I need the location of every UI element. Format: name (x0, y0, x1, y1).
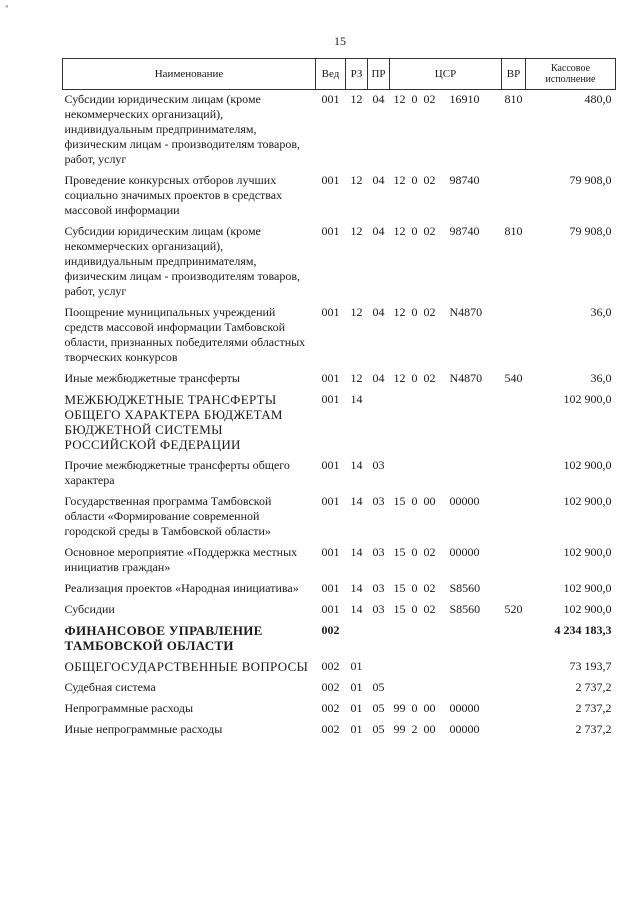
table-header (63, 59, 616, 90)
row-rz: 14 (350, 494, 363, 508)
row-csr (390, 390, 502, 456)
row-rz (346, 621, 368, 657)
row-csr: 15 0 02 S8560 (393, 602, 481, 616)
row-pr: 03 (372, 581, 385, 595)
row-vr: 810 (504, 92, 523, 106)
row-csr: 12 0 02 16910 (393, 92, 480, 106)
row-rz: 01 (350, 659, 363, 673)
row-amount: 102 900,0 (563, 602, 612, 616)
row-vr: 540 (504, 371, 523, 385)
row-ved: 001 (321, 581, 340, 595)
row-rz: 12 (350, 371, 363, 385)
row-amount: 36,0 (590, 305, 612, 319)
header-amount: Кассовое исполнение (526, 59, 616, 90)
edge-mark: " (5, 4, 9, 14)
row-pr: 03 (372, 494, 385, 508)
row-rz: 14 (350, 392, 363, 406)
row-vr: 810 (504, 224, 523, 238)
row-csr: 15 0 02 S8560 (393, 581, 481, 595)
row-vr (502, 456, 526, 492)
table-body (63, 90, 616, 742)
row-csr: 15 0 00 00000 (393, 494, 480, 508)
row-amount: 2 737,2 (575, 701, 612, 715)
row-csr (390, 456, 502, 492)
row-pr: 04 (372, 92, 385, 106)
row-ved: 001 (321, 173, 340, 187)
row-ved: 001 (321, 458, 340, 472)
table-row (63, 720, 616, 741)
row-ved: 001 (321, 224, 340, 238)
row-pr: 05 (372, 701, 385, 715)
row-rz: 01 (350, 722, 363, 736)
table-row (63, 543, 616, 579)
page-number: 15 (334, 34, 346, 48)
row-amount: 79 908,0 (569, 224, 612, 238)
row-name: Реализация проектов «Народная инициатива» (64, 581, 299, 595)
table-row (63, 456, 616, 492)
row-rz: 12 (350, 92, 363, 106)
row-amount: 102 900,0 (563, 581, 612, 595)
row-ved: 001 (321, 545, 340, 559)
row-csr: 12 0 02 98740 (393, 224, 480, 238)
row-amount: 480,0 (584, 92, 612, 106)
row-csr: 12 0 02 N4870 (393, 371, 483, 385)
row-ved: 001 (321, 392, 340, 406)
row-pr: 04 (372, 224, 385, 238)
row-name: Субсидии (64, 602, 115, 616)
row-ved: 001 (321, 305, 340, 319)
table-row (63, 492, 616, 543)
row-vr (502, 579, 526, 600)
table-row (63, 678, 616, 699)
row-pr: 05 (372, 680, 385, 694)
row-vr (502, 720, 526, 741)
row-ved: 002 (321, 659, 340, 673)
row-pr: 03 (372, 458, 385, 472)
row-rz: 12 (350, 224, 363, 238)
row-amount: 2 737,2 (575, 680, 612, 694)
row-pr: 03 (372, 545, 385, 559)
row-rz: 14 (350, 602, 363, 616)
header-vr: ВР (502, 59, 526, 90)
row-rz: 14 (350, 581, 363, 595)
row-amount: 102 900,0 (563, 458, 612, 472)
row-pr: 04 (372, 173, 385, 187)
row-csr (390, 678, 502, 699)
header-pr: ПР (368, 59, 390, 90)
header-csr: ЦСР (390, 59, 502, 90)
table-row (63, 222, 616, 303)
row-name: Судебная система (64, 680, 156, 694)
table-row (63, 369, 616, 390)
row-pr (368, 390, 390, 456)
row-name: МЕЖБЮДЖЕТНЫЕ ТРАНСФЕРТЫ ОБЩЕГО ХАРАКТЕРА БЮДЖЕТАМ БЮДЖЕТНОЙ СИСТЕМЫ РОССИЙСКОЙ ФЕДЕРАЦИИ (64, 392, 283, 452)
row-name: Субсидии юридическим лицам (кроме некоммерческих организаций), индивидуальным предпринимателям, физическим лицам - производителям товаров, работ, услуг (64, 92, 301, 166)
row-vr (502, 621, 526, 657)
row-vr (502, 678, 526, 699)
row-name: Иные непрограммные расходы (64, 722, 223, 736)
row-vr (502, 543, 526, 579)
row-amount: 102 900,0 (563, 545, 612, 559)
header-ved: Вед (316, 59, 346, 90)
row-name: ОБЩЕГОСУДАРСТВЕННЫЕ ВОПРОСЫ (64, 659, 309, 674)
row-pr: 04 (372, 305, 385, 319)
row-csr: 15 0 02 00000 (393, 545, 480, 559)
row-pr (368, 621, 390, 657)
row-csr (390, 621, 502, 657)
row-name: Проведение конкурсных отборов лучших социально значимых проектов в средствах массовой информации (64, 173, 283, 217)
row-ved: 001 (321, 371, 340, 385)
row-amount: 4 234 183,3 (554, 623, 612, 637)
row-amount: 36,0 (590, 371, 612, 385)
row-vr (502, 699, 526, 720)
table-row (63, 657, 616, 678)
row-ved: 002 (321, 701, 340, 715)
row-rz: 14 (350, 545, 363, 559)
table-row (63, 600, 616, 621)
row-name: ФИНАНСОВОЕ УПРАВЛЕНИЕ ТАМБОВСКОЙ ОБЛАСТИ (64, 623, 263, 653)
row-name: Непрограммные расходы (64, 701, 194, 715)
row-ved: 002 (321, 722, 340, 736)
row-rz: 14 (350, 458, 363, 472)
table-row (63, 171, 616, 222)
row-csr: 12 0 02 98740 (393, 173, 480, 187)
row-pr: 03 (372, 602, 385, 616)
row-amount: 2 737,2 (575, 722, 612, 736)
row-csr: 99 0 00 00000 (393, 701, 480, 715)
table-row (63, 699, 616, 720)
row-ved: 002 (321, 623, 340, 637)
row-ved: 001 (321, 494, 340, 508)
row-vr (502, 390, 526, 456)
row-csr: 12 0 02 N4870 (393, 305, 483, 319)
row-csr: 99 2 00 00000 (393, 722, 480, 736)
row-name: Государственная программа Тамбовской области «Формирование современной городской среды в Тамбовской области» (64, 494, 272, 538)
row-name: Иные межбюджетные трансферты (64, 371, 240, 385)
row-rz: 12 (350, 305, 363, 319)
header-name: Наименование (63, 59, 316, 90)
row-pr: 05 (372, 722, 385, 736)
row-amount: 102 900,0 (563, 392, 612, 406)
row-csr (390, 657, 502, 678)
row-vr: 520 (504, 602, 523, 616)
row-name: Поощрение муниципальных учреждений средств массовой информации Тамбовской области, признанных победителями областных творческих конкурсов (64, 305, 306, 364)
row-amount: 102 900,0 (563, 494, 612, 508)
row-rz: 01 (350, 680, 363, 694)
table-row (63, 90, 616, 172)
row-ved: 001 (321, 92, 340, 106)
row-pr: 04 (372, 371, 385, 385)
row-ved: 001 (321, 602, 340, 616)
header-rz: РЗ (346, 59, 368, 90)
row-rz: 12 (350, 173, 363, 187)
table-row (63, 390, 616, 456)
row-name: Прочие межбюджетные трансферты общего характера (64, 458, 290, 487)
row-vr (502, 171, 526, 222)
row-vr (502, 657, 526, 678)
row-amount: 79 908,0 (569, 173, 612, 187)
table-row (63, 579, 616, 600)
row-name: Основное мероприятие «Поддержка местных инициатив граждан» (64, 545, 298, 574)
budget-table (62, 58, 616, 741)
row-amount: 73 193,7 (569, 659, 612, 673)
row-vr (502, 303, 526, 369)
row-pr (368, 657, 390, 678)
table-row (63, 621, 616, 657)
row-name: Субсидии юридическим лицам (кроме некоммерческих организаций), индивидуальным предпринимателям, физическим лицам - производителям товаров, работ, услуг (64, 224, 301, 298)
row-rz: 01 (350, 701, 363, 715)
row-vr (502, 492, 526, 543)
table-row (63, 303, 616, 369)
row-ved: 002 (321, 680, 340, 694)
